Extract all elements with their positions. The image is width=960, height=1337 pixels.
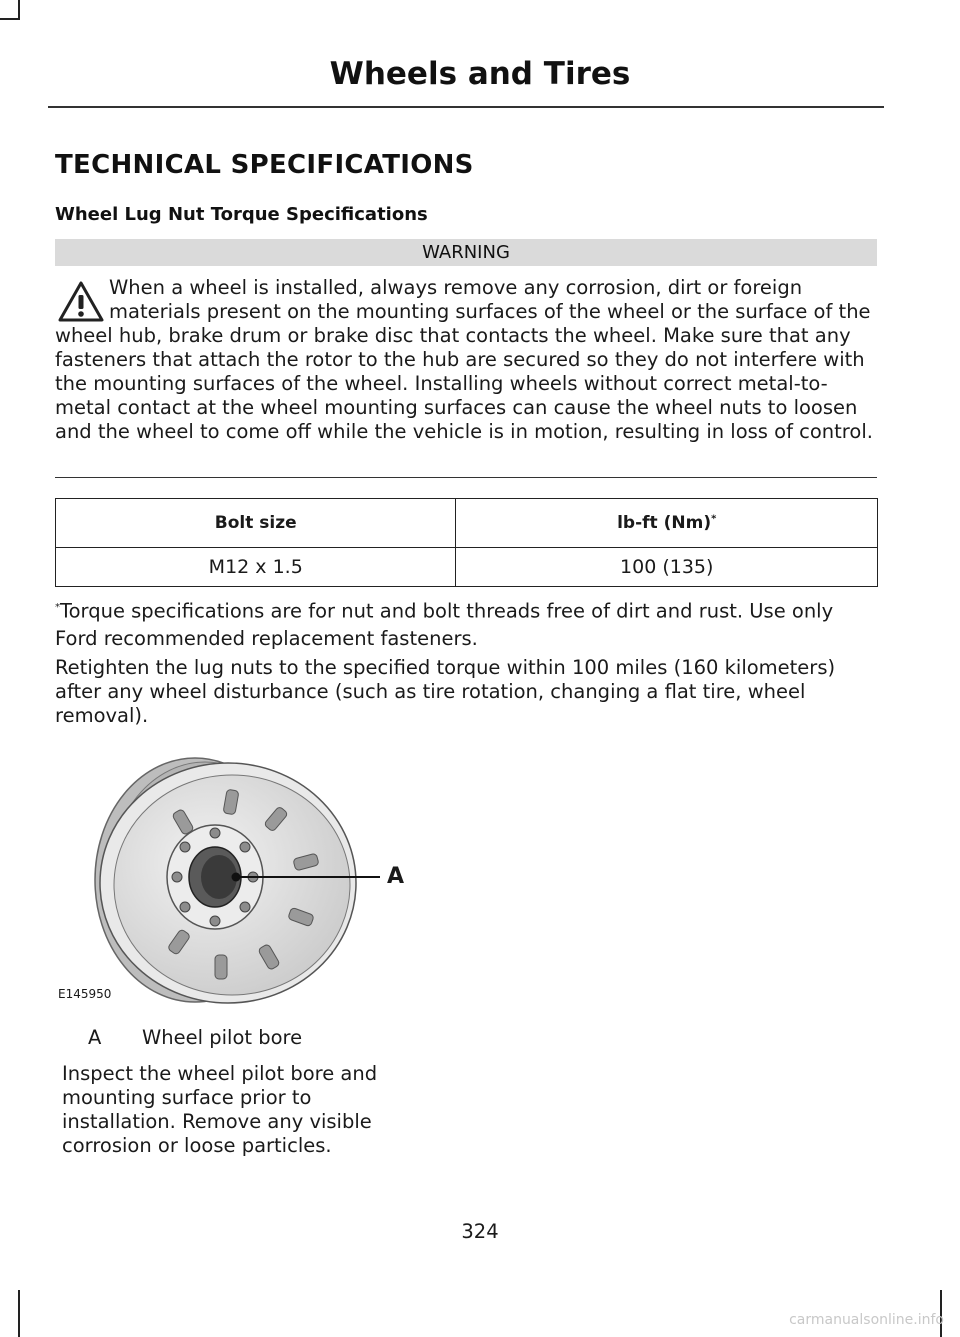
warning-text-block	[55, 276, 877, 444]
table-header-bolt-size: Bolt size	[56, 499, 456, 548]
figure-callout-a: A	[387, 864, 405, 889]
page-header-title: Wheels and Tires	[329, 56, 631, 92]
legend-label: Wheel pilot bore	[142, 1026, 303, 1049]
table-header-torque: lb-ft (Nm)*	[456, 499, 878, 548]
header-divider	[48, 106, 884, 108]
table-header-row	[56, 499, 878, 548]
footnote-text: Torque specifications are for nut and bolt threads free of dirt and rust. Use only Ford recommended replacement fasteners.	[55, 599, 834, 650]
crop-mark	[18, 1290, 20, 1337]
watermark: carmanualsonline.info	[789, 1312, 944, 1328]
wheel-illustration	[55, 755, 420, 1005]
warning-divider	[55, 477, 877, 478]
legend-letter: A	[88, 1026, 102, 1049]
warning-text: When a wheel is installed, always remove any corrosion, dirt or foreign materials present on the mounting surfaces of the wheel or the surface of the wheel hub, brake drum or brake disc that contacts the wheel. Make sure that any fasteners that attach the rotor to the hub are secured so they do not interfere with the mounting surfaces of the wheel. Installing wheels without correct metal-to-metal contact at the wheel mounting surfaces can cause the wheel nuts to loosen and the wheel to come off while the vehicle is in motion, resulting in loss of control.	[55, 276, 873, 443]
table-cell-bolt-size: M12 x 1.5	[56, 548, 456, 587]
section-subtitle: Wheel Lug Nut Torque Specifications	[55, 204, 428, 225]
crop-mark	[0, 18, 20, 20]
figure-id: E145950	[58, 987, 112, 1001]
crop-mark	[18, 0, 20, 20]
torque-spec-table	[55, 498, 878, 587]
warning-label: WARNING	[55, 239, 877, 266]
section-title: TECHNICAL SPECIFICATIONS	[55, 150, 474, 180]
inspect-paragraph: Inspect the wheel pilot bore and mounting surface prior to installation. Remove any visible corrosion or loose particles.	[62, 1062, 378, 1157]
footnote	[55, 594, 881, 652]
footnote-mark: *	[711, 513, 717, 525]
table-cell-torque: 100 (135)	[456, 548, 878, 587]
page-number: 324	[461, 1220, 499, 1243]
table-row	[56, 548, 878, 587]
retighten-paragraph: Retighten the lug nuts to the specified torque within 100 miles (160 kilometers) after any wheel disturbance (such as tire rotation, changing a flat tire, wheel removal).	[55, 656, 836, 727]
footnote-mark: *	[55, 602, 60, 613]
